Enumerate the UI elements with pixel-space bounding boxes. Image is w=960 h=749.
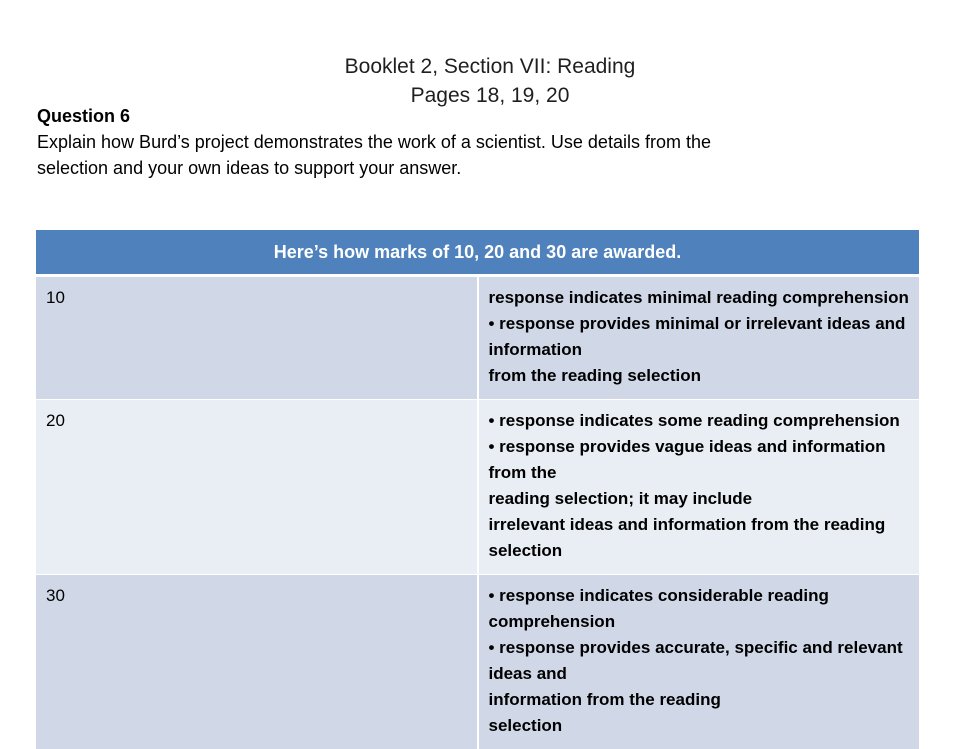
rubric-description bbox=[478, 575, 920, 749]
question-block bbox=[37, 103, 917, 181]
rubric-description bbox=[478, 400, 920, 575]
rubric-description-line: • response provides minimal or irrelevant ideas and information bbox=[489, 311, 912, 363]
rubric-row bbox=[36, 575, 919, 749]
rubric-description-line: selection bbox=[489, 713, 912, 739]
rubric-score: 10 bbox=[36, 276, 478, 400]
slide-title-line-1: Booklet 2, Section VII: Reading bbox=[0, 52, 960, 81]
slide-title bbox=[0, 52, 960, 110]
rubric-table bbox=[36, 230, 919, 749]
rubric-description-line: response indicates minimal reading comprehension bbox=[489, 285, 912, 311]
rubric-score: 20 bbox=[36, 400, 478, 575]
rubric-header-row bbox=[36, 230, 919, 276]
question-text-line-1: Explain how Burd’s project demonstrates the work of a scientist. Use details from the bbox=[37, 129, 917, 155]
slide-title-line-2: Pages 18, 19, 20 bbox=[0, 81, 960, 110]
rubric-header: Here’s how marks of 10, 20 and 30 are awarded. bbox=[36, 230, 919, 276]
rubric-description-line: • response provides accurate, specific and relevant ideas and bbox=[489, 635, 912, 687]
rubric-row bbox=[36, 400, 919, 575]
question-text-line-2: selection and your own ideas to support your answer. bbox=[37, 155, 917, 181]
rubric-description bbox=[478, 276, 920, 400]
rubric-score: 30 bbox=[36, 575, 478, 749]
rubric-description-line: information from the reading bbox=[489, 687, 912, 713]
question-heading: Question 6 bbox=[37, 103, 917, 129]
rubric-description-line: • response provides vague ideas and information from the bbox=[489, 434, 912, 486]
rubric-row bbox=[36, 276, 919, 400]
rubric-description-line: • response indicates considerable reading comprehension bbox=[489, 583, 912, 635]
rubric-description-line: reading selection; it may include bbox=[489, 486, 912, 512]
rubric-description-line: irrelevant ideas and information from the reading selection bbox=[489, 512, 912, 564]
rubric-description-line: • response indicates some reading comprehension bbox=[489, 408, 912, 434]
rubric-description-line: from the reading selection bbox=[489, 363, 912, 389]
